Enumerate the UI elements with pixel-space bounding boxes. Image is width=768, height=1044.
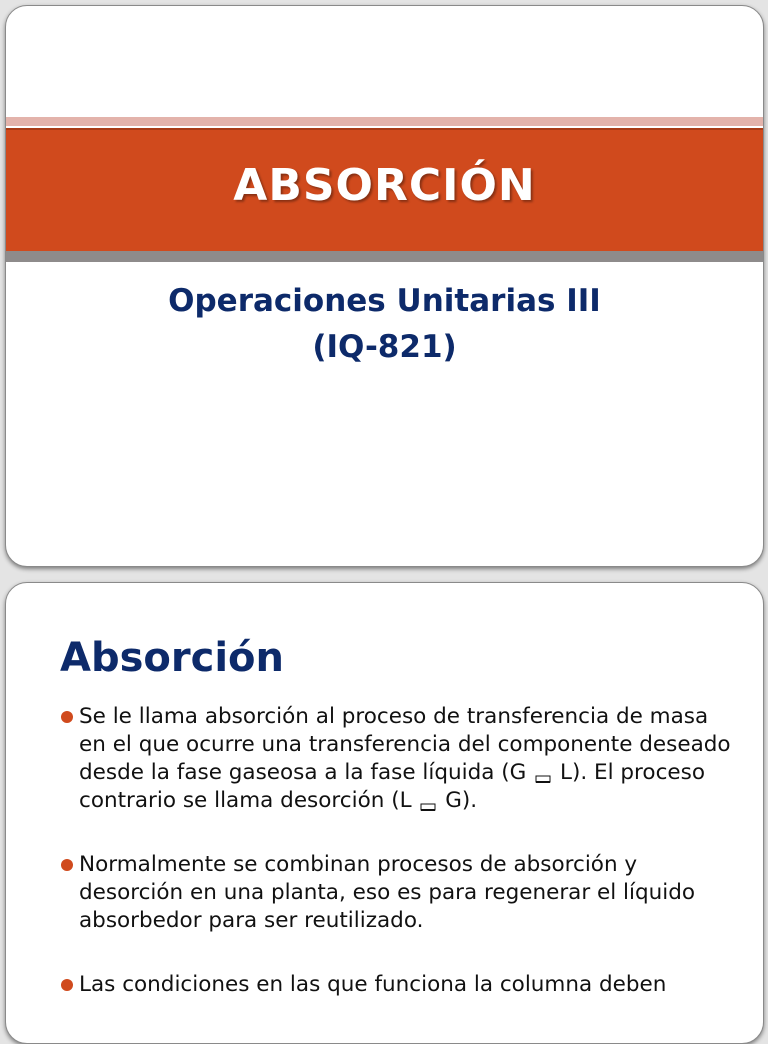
equilibrium-arrow-icon [535,775,551,783]
bullet-item-combination [60,851,733,935]
bullet-text: Las condiciones en las que funciona la columna deben [79,972,667,997]
bullet-dot-icon [61,859,73,871]
content-slide [5,582,764,1044]
slide-subtitle [6,278,763,370]
title-band-top [6,117,763,126]
subtitle-line-1: Operaciones Unitarias III [168,283,601,319]
bullet-item-conditions [60,971,733,999]
bullet-text-part3: G). [445,788,478,813]
title-band-bottom [6,251,763,262]
subtitle-line-2: (IQ-821) [312,329,457,365]
equilibrium-arrow-icon [420,803,436,811]
bullet-text-part1: Se le llama absorción al proceso de transferencia de masa en el que ocurre una transferencia del componente deseado desde la fase gaseosa a la fase líquida (G [79,704,731,785]
bullet-text: Normalmente se combinan procesos de absorción y desorción en una planta, eso es para regenerar el líquido absorbedor para ser reutilizado. [79,852,696,933]
bullet-dot-icon [61,979,73,991]
slide-heading: Absorción [60,635,284,681]
bullet-item-definition [60,703,733,815]
bullet-text-part2: L). El proceso contrario se llama desorción (L [79,760,705,813]
bullet-dot-icon [61,711,73,723]
slide-title: ABSORCIÓN [233,160,536,211]
bullet-list [60,703,733,1035]
title-slide [5,5,764,567]
